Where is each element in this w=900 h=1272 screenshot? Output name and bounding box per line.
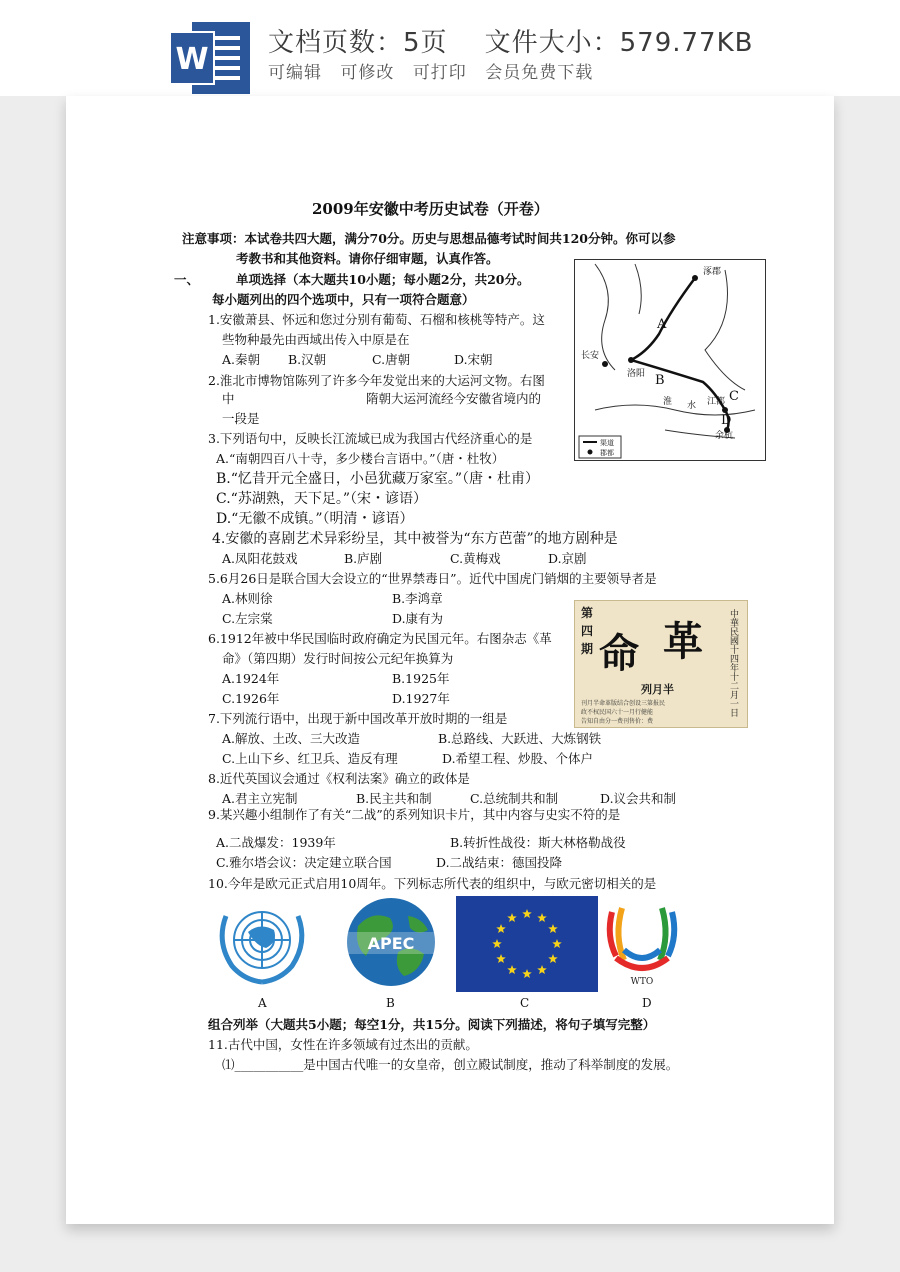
q5-option-c: C.左宗棠 bbox=[222, 611, 273, 626]
section2-heading: 组合列举（大题共5小题；每空1分，共15分。阅读下列描述，将句子填写完整） bbox=[208, 1017, 656, 1032]
magazine-issue-2: 四 bbox=[581, 624, 594, 638]
q2-text-2a: 中 bbox=[222, 391, 235, 406]
q7-option-a: A.解放、土改、三大改造 bbox=[222, 731, 361, 746]
q3-option-a: A.“南朝四百八十寺，多少楼台言语中。”（唐・杜牧） bbox=[216, 451, 505, 466]
q7-option-c: C.上山下乡、红卫兵、造反有理 bbox=[222, 751, 398, 766]
magazine-date: 中華民國十四年十二月一日 bbox=[728, 609, 738, 717]
apec-text: APEC bbox=[367, 934, 415, 953]
notice-line-1: 注意事项：本试卷共四大题，满分70分。历史与思想品德考试时间共120分钟。你可以参 bbox=[182, 231, 676, 246]
section1-subheading: 每小题列出的四个选项中，只有一项符合题意） bbox=[212, 292, 475, 307]
q5-option-b: B.李鸿章 bbox=[392, 591, 443, 606]
magazine-footer-1: 刊月半命革版结合创设三第报民 bbox=[581, 700, 666, 707]
q1-text-2: 些物种最先由西域出传入中原是在 bbox=[222, 332, 410, 347]
q9-option-a: A.二战爆发：1939年 bbox=[216, 835, 336, 850]
magazine-title-ming: 命 bbox=[599, 630, 639, 677]
logo-label-b: B bbox=[386, 996, 395, 1010]
map-mark-b: B bbox=[655, 373, 665, 388]
q2-text-3: 一段是 bbox=[222, 411, 260, 426]
q5-option-a: A.林则徐 bbox=[222, 591, 273, 606]
q6-text-1: 6.1912年被中华民国临时政府确定为民国元年。右图杂志《革 bbox=[208, 631, 552, 646]
map-label-huai: 淮 bbox=[663, 397, 673, 407]
word-letter: W bbox=[175, 42, 209, 77]
q1-option-b: B.汉朝 bbox=[288, 352, 327, 367]
q3-option-d: D.“无徽不成镇。”（明清・谚语） bbox=[216, 511, 414, 527]
magazine-publisher: 列月半 bbox=[641, 683, 674, 696]
q8-text: 8.近代英国议会通过《权利法案》确立的政体是 bbox=[208, 771, 470, 786]
q2-text-1: 2.淮北市博物馆陈列了许多今年发觉出来的大运河文物。右图 bbox=[208, 373, 545, 388]
notice-line-2: 考教书和其他资料。请你仔细审题，认真作答。 bbox=[236, 251, 499, 266]
banner-title bbox=[268, 22, 753, 59]
magazine-title-ge: 革 bbox=[663, 618, 703, 665]
q6-option-a: A.1924年 bbox=[222, 671, 280, 686]
q5-text: 5.6月26日是联合国大会设立的“世界禁毒日”。近代中国虎门销烟的主要领导者是 bbox=[208, 571, 657, 586]
section1-heading: 单项选择（本大题共10小题；每小题2分，共20分。 bbox=[236, 272, 530, 287]
q11-text: 11.古代中国，女性在许多领域有过杰出的贡献。 bbox=[208, 1037, 478, 1052]
q3-option-b: B.“忆昔开元全盛日，小邑犹藏万家室。”（唐・杜甫） bbox=[216, 471, 540, 487]
eu-flag-logo bbox=[456, 896, 598, 992]
q2-text-2b: 隋朝大运河流经今安徽省境内的 bbox=[366, 391, 542, 406]
map-mark-d: D bbox=[721, 413, 732, 428]
magazine-footer-3: 告知自由分一费刊售价：费 bbox=[581, 718, 654, 725]
map-label-zhuojun: 涿郡 bbox=[703, 267, 722, 277]
q1-option-d: D.宋朝 bbox=[454, 352, 493, 367]
q4-option-c: C.黄梅戏 bbox=[450, 551, 501, 566]
grand-canal-map bbox=[574, 259, 766, 461]
wto-logo bbox=[602, 896, 682, 988]
map-label-yuhang: 余杭 bbox=[715, 431, 734, 441]
q7-option-b: B.总路线、大跃进、大炼钢铁 bbox=[438, 731, 602, 746]
map-mark-c: C bbox=[729, 389, 739, 404]
q4-option-a: A.凤阳花鼓戏 bbox=[222, 551, 298, 566]
exam-title: 2009年安徽中考历史试卷（开卷） bbox=[312, 200, 549, 218]
feature-editable: 可编辑 bbox=[268, 63, 322, 83]
q1-option-c: C.唐朝 bbox=[372, 352, 411, 367]
q9-option-c: C.雅尔塔会议：决定建立联合国 bbox=[216, 855, 392, 870]
map-legend-canal: 渠道 bbox=[600, 439, 614, 447]
q7-text: 7.下列流行语中，出现于新中国改革开放时期的一组是 bbox=[208, 711, 508, 726]
map-mark-a: A bbox=[657, 317, 667, 332]
magazine-footer-2: 政不权民国六十一月行健能 bbox=[581, 709, 654, 716]
revolution-magazine-cover bbox=[574, 600, 748, 728]
q7-option-d: D.希望工程、炒股、个体户 bbox=[442, 751, 594, 766]
feature-member-download[interactable]: 会员免费下载 bbox=[485, 63, 594, 83]
document-page bbox=[66, 96, 834, 1224]
feature-printable: 可打印 bbox=[412, 63, 467, 83]
q9-option-d: D.二战结束：德国投降 bbox=[436, 855, 563, 870]
file-size: 文件大小：579.77KB bbox=[484, 28, 754, 58]
map-label-luoyang: 洛阳 bbox=[627, 369, 646, 379]
q8-option-d: D.议会共和制 bbox=[600, 791, 677, 806]
q3-text: 3.下列语句中，反映长江流域已成为我国古代经济重心的是 bbox=[208, 431, 533, 446]
q4-option-b: B.庐剧 bbox=[344, 551, 383, 566]
q11-blank-1: ⑴___________是中国古代唯一的女皇帝，创立殿试制度，推动了科举制度的发展。 bbox=[222, 1057, 679, 1072]
q8-option-a: A.君主立宪制 bbox=[222, 791, 298, 806]
section1-number: 一、 bbox=[174, 272, 200, 287]
page-count: 文档页数：5页 bbox=[268, 28, 448, 58]
map-legend-capital: 郡都 bbox=[600, 449, 614, 457]
magazine-issue-3: 期 bbox=[581, 642, 594, 656]
q4-option-d: D.京剧 bbox=[548, 551, 587, 566]
q4-text: 4.安徽的喜剧艺术异彩纷呈，其中被誉为“东方芭蕾”的地方剧种是 bbox=[212, 531, 618, 547]
q1-option-a: A.秦朝 bbox=[222, 352, 261, 367]
banner-features bbox=[268, 58, 605, 83]
logo-label-d: D bbox=[642, 996, 652, 1010]
q5-option-d: D.康有为 bbox=[392, 611, 444, 626]
apec-logo bbox=[328, 896, 454, 988]
q8-option-c: C.总统制共和制 bbox=[470, 791, 559, 806]
word-document-icon bbox=[170, 22, 250, 94]
download-banner bbox=[0, 0, 900, 96]
q6-text-2: 命》（第四期）发行时间按公元纪年换算为 bbox=[222, 651, 454, 666]
un-logo bbox=[208, 896, 316, 988]
wto-text: WTO bbox=[630, 977, 654, 987]
logo-label-a: A bbox=[258, 996, 267, 1010]
q9-option-b: B.转折性战役：斯大林格勒战役 bbox=[450, 835, 626, 850]
map-label-shui: 水 bbox=[687, 401, 697, 411]
q6-option-c: C.1926年 bbox=[222, 691, 280, 706]
q6-option-d: D.1927年 bbox=[392, 691, 450, 706]
q1-text-1: 1.安徽萧县、怀远和您过分别有葡萄、石榴和核桃等特产。这 bbox=[208, 312, 545, 327]
q8-option-b: B.民主共和制 bbox=[356, 791, 432, 806]
q9-text: 9.某兴趣小组制作了有关“二战”的系列知识卡片，其中内容与史实不符的是 bbox=[208, 807, 621, 822]
q3-option-c: C.“苏湖熟，天下足。”（宋・谚语） bbox=[216, 491, 427, 507]
magazine-issue-1: 第 bbox=[581, 606, 594, 620]
q6-option-b: B.1925年 bbox=[392, 671, 450, 686]
feature-modifiable: 可修改 bbox=[340, 63, 395, 83]
logo-label-c: C bbox=[520, 996, 530, 1010]
map-label-changan: 长安 bbox=[581, 351, 600, 361]
q10-text: 10.今年是欧元正式启用10周年。下列标志所代表的组织中，与欧元密切相关的是 bbox=[208, 876, 657, 891]
map-label-jiangdu: 江都 bbox=[707, 397, 726, 407]
